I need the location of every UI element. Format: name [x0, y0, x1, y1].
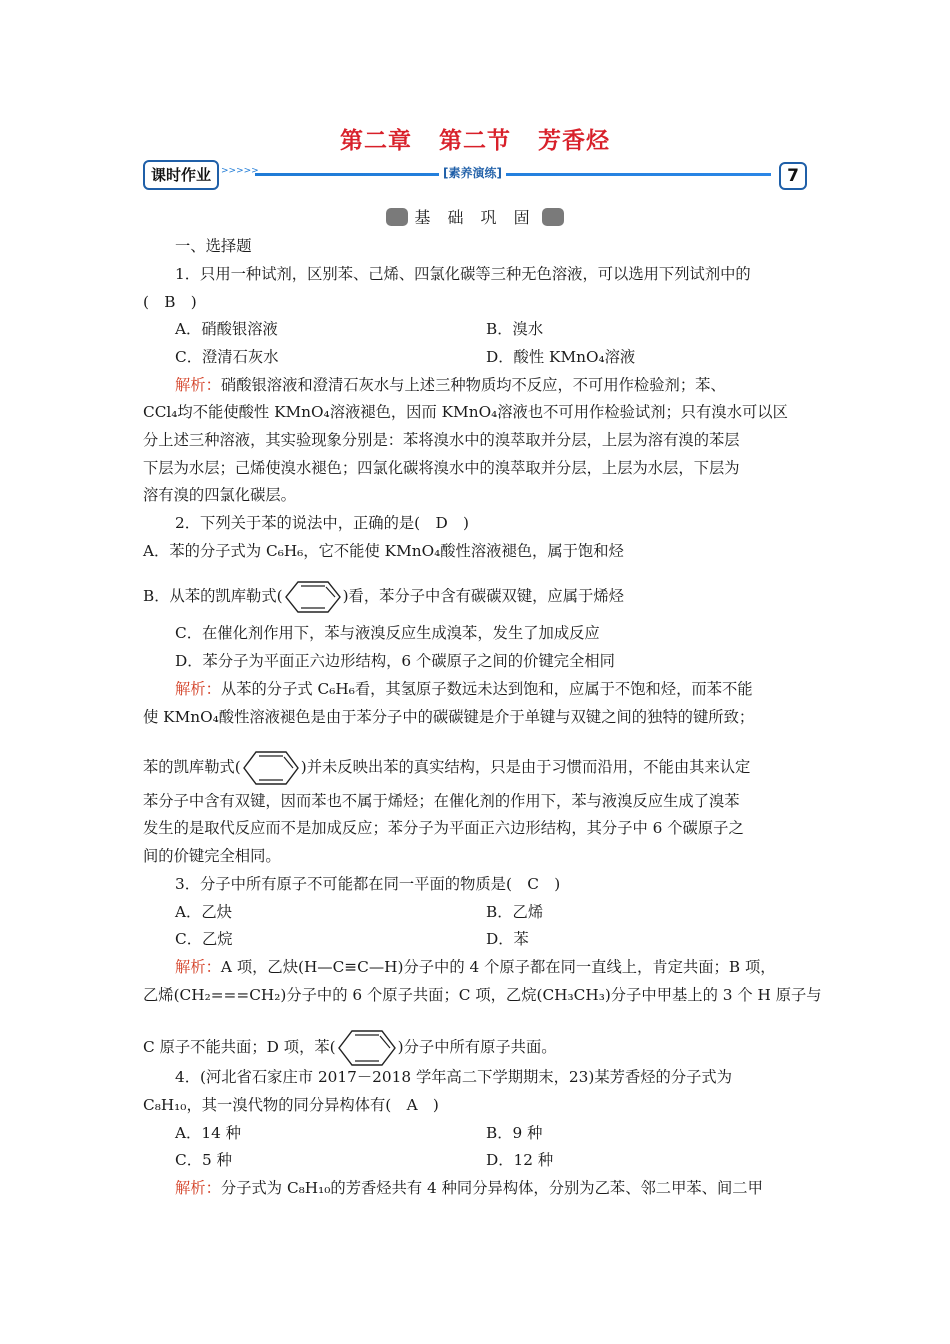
- jiexi-label: 解析：: [175, 680, 221, 698]
- q2-explanation-line: 发生的是取代反应而不是加成反应；苯分子为平面正六边形结构，其分子中 6 个碳原子之: [143, 819, 744, 837]
- homework-banner: [143, 160, 809, 190]
- q3-option-c: C．乙烷: [175, 930, 233, 948]
- q4-option-d: D．12 种: [486, 1151, 554, 1169]
- page-title: [0, 122, 950, 155]
- q1-option-c: C．澄清石灰水: [175, 348, 279, 366]
- q3-explanation-line: C 原子不能共面；D 项，苯( )分子中所有原子共面。: [143, 1027, 557, 1069]
- q4-stem: 4．(河北省石家庄市 2017－2018 学年高二下学期期末，23)某芳香烃的分子式为: [175, 1068, 733, 1086]
- q2-explanation-line: 使 KMnO₄酸性溶液褪色是由于苯分子中的碳碳键是介于单键与双键之间的独特的键所致；: [143, 708, 755, 726]
- q1-option-a: A．硝酸银溶液: [175, 320, 278, 338]
- section-heading: 基 础 巩 固: [0, 205, 950, 228]
- q3-option-a: A．乙炔: [175, 903, 232, 921]
- q2-option-a: A．苯的分子式为 C₆H₆，它不能使 KMnO₄酸性溶液褪色，属于饱和烃: [143, 542, 624, 560]
- q2-stem: 2．下列关于苯的说法中，正确的是( D ): [175, 514, 469, 532]
- q1-explanation-line: 下层为水层；己烯使溴水褪色；四氯化碳将溴水中的溴萃取并分层，上层为水层，下层为: [143, 459, 740, 477]
- benzene-kekule-icon: [241, 748, 301, 788]
- q4-option-b: B．9 种: [486, 1124, 543, 1142]
- q3-option-b: B．乙烯: [486, 903, 544, 921]
- q2-option-c: C．在催化剂作用下，苯与液溴反应生成溴苯，发生了加成反应: [175, 624, 600, 642]
- q2-explanation-line: 间的价键完全相同。: [143, 847, 281, 865]
- q4-explanation-line: 解析：分子式为 C₈H₁₀的芳香烃共有 4 种同分异构体，分别为乙苯、邻二甲苯、间二甲: [175, 1179, 763, 1197]
- q2-option-b: B．从苯的凯库勒式( )看，苯分子中含有碳碳双键，应属于烯烃: [143, 578, 624, 616]
- quote-open-icon: [386, 208, 408, 226]
- q2-explanation-line: 苯的凯库勒式( )并未反映出苯的真实结构，只是由于习惯而沿用，不能由其来认定: [143, 748, 750, 788]
- q1-answer: ( B ): [143, 293, 197, 311]
- q1-option-b: B．溴水: [486, 320, 544, 338]
- q2-explanation-line: 苯分子中含有双键，因而苯也不属于烯烃；在催化剂的作用下，苯与液溴反应生成了溴苯: [143, 792, 740, 810]
- q3-option-d: D．苯: [486, 930, 529, 948]
- q1-explanation-line: 解析：硝酸银溶液和澄清石灰水与上述三种物质均不反应，不可用作检验剂；苯、: [175, 376, 726, 394]
- benzene-kekule-icon: [336, 1027, 398, 1069]
- benzene-kekule-icon: [283, 578, 343, 616]
- jiexi-label: 解析：: [175, 376, 221, 394]
- q1-explanation-line: CCl₄均不能使酸性 KMnO₄溶液褪色，因而 KMnO₄溶液也不可用作检验试剂；只有溴水可以区: [143, 403, 788, 421]
- part-heading: 一、选择题: [175, 237, 252, 255]
- chapter-title: 第二章: [339, 128, 412, 154]
- q3-stem: 3．分子中所有原子不可能都在同一平面的物质是( C ): [175, 875, 561, 893]
- q1-option-d: D．酸性 KMnO₄溶液: [486, 348, 636, 366]
- q3-explanation-line: 解析：A 项，乙炔(H—C≡C—H)分子中的 4 个原子都在同一直线上，肯定共面；B 项，: [175, 958, 776, 976]
- banner-middle-label: [素养演练]: [439, 164, 506, 181]
- q4-option-a: A．14 种: [175, 1124, 241, 1142]
- q3-explanation-line: 乙烯(CH₂===CH₂)分子中的 6 个原子共面；C 项，乙烷(CH₃CH₃)分子中甲基上的 3 个 H 原子与: [143, 986, 822, 1004]
- banner-number: 7: [779, 162, 807, 190]
- q4-stem: C₈H₁₀，其一溴代物的同分异构体有( A ): [143, 1096, 439, 1114]
- jiexi-label: 解析：: [175, 958, 221, 976]
- q2-option-d: D．苯分子为平面正六边形结构，6 个碳原子之间的价键完全相同: [175, 652, 615, 670]
- section-title: 第二节: [439, 128, 511, 154]
- quote-close-icon: [542, 208, 564, 226]
- jiexi-label: 解析：: [175, 1179, 221, 1197]
- q1-explanation-line: 溶有溴的四氯化碳层。: [143, 486, 296, 504]
- banner-arrows: >>>>>: [221, 166, 259, 176]
- banner-rule: [255, 173, 771, 176]
- q4-option-c: C．5 种: [175, 1151, 232, 1169]
- q1-stem: 1．只用一种试剂，区别苯、己烯、四氯化碳等三种无色溶液，可以选用下列试剂中的: [175, 265, 751, 283]
- topic-title: 芳香烃: [538, 128, 611, 154]
- q2-explanation-line: 解析：从苯的分子式 C₆H₆看，其氢原子数远未达到饱和，应属于不饱和烃，而苯不能: [175, 680, 753, 698]
- q1-explanation-line: 分上述三种溶液，其实验现象分别是：苯将溴水中的溴萃取并分层，上层为溶有溴的苯层: [143, 431, 740, 449]
- banner-tag: 课时作业: [143, 160, 219, 190]
